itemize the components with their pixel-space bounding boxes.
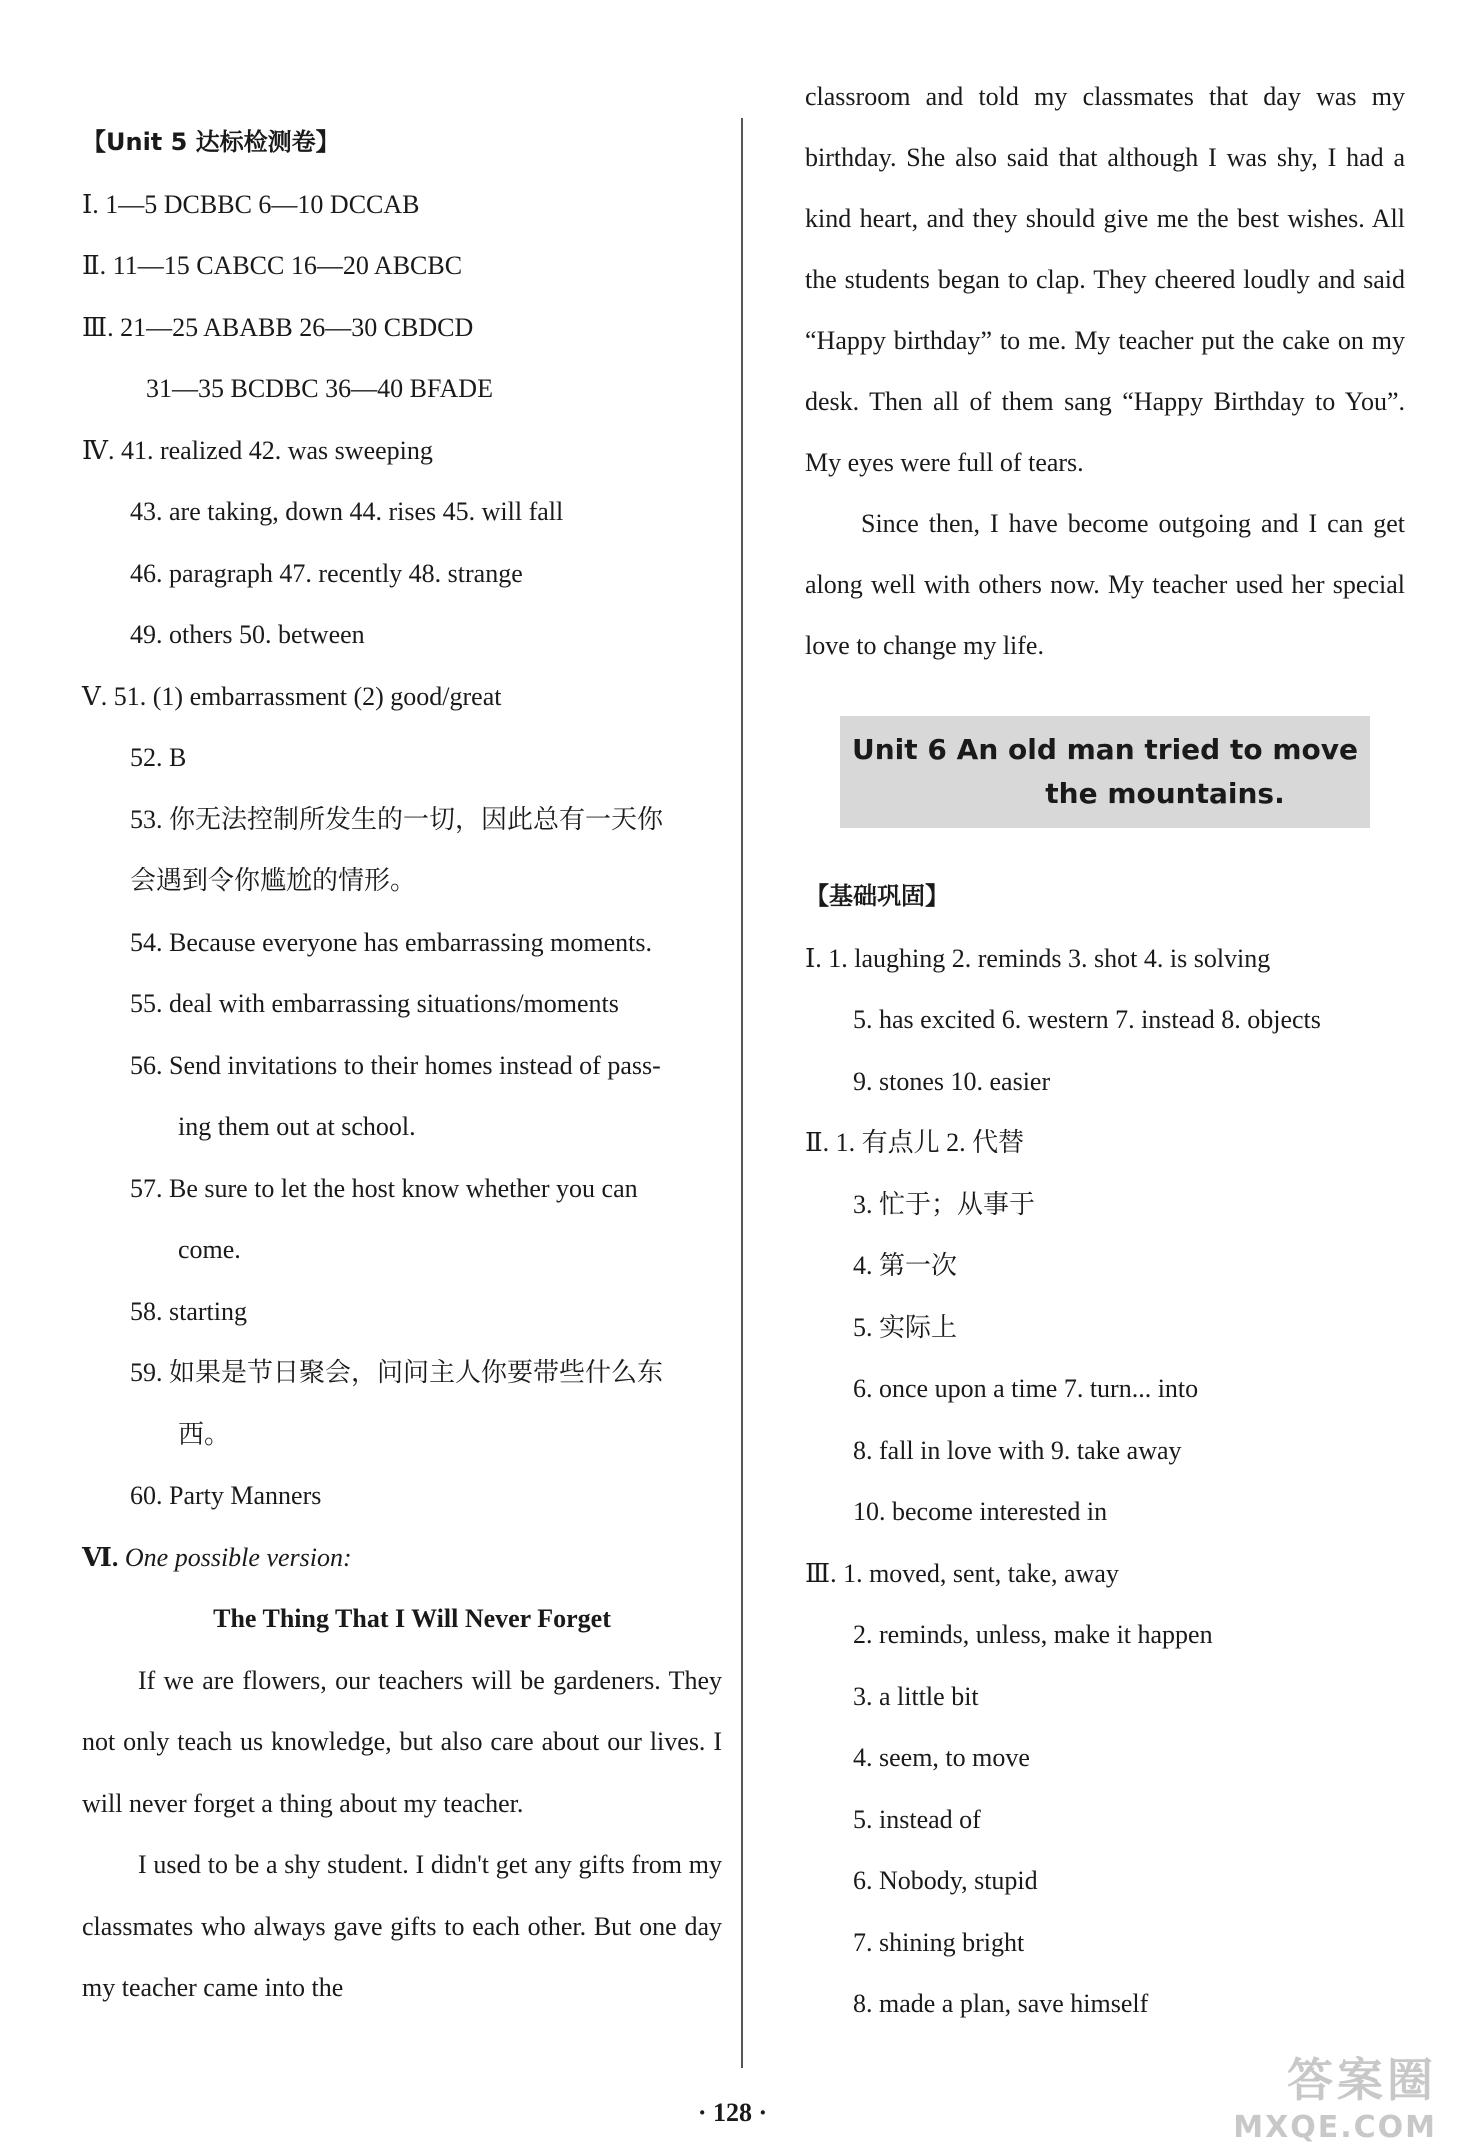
answer-line: 57. Be sure to let the host know whether you can bbox=[130, 1173, 638, 1203]
watermark-text-cn: 答案圈 bbox=[1287, 2053, 1437, 2107]
answer-line: 59. 如果是节日聚会，问问主人你要带些什么东 bbox=[130, 1358, 664, 1387]
answer-line: 58. starting bbox=[130, 1296, 247, 1326]
answer-line: 5. 实际上 bbox=[853, 1312, 958, 1342]
answer-line: 56. Send invitations to their homes instead of pass- bbox=[130, 1050, 661, 1080]
answer-line: Ⅴ. 51. (1) embarrassment (2) good/great bbox=[82, 681, 502, 711]
right-column bbox=[805, 66, 1405, 2035]
answer-line: 3. 忙于；从事于 bbox=[853, 1189, 1036, 1219]
answer-line: Ⅰ. 1—5 DCBBC 6—10 DCCAB bbox=[82, 189, 420, 219]
answer-line: 7. shining bright bbox=[853, 1927, 1025, 1957]
answer-line: 5. has excited 6. western 7. instead 8. objects bbox=[853, 1005, 1321, 1034]
essay-label bbox=[82, 1527, 722, 1589]
answer-line: Ⅱ. 11—15 CABCC 16—20 ABCBC bbox=[82, 251, 463, 280]
answer-line: 3. a little bit bbox=[853, 1681, 979, 1711]
essay-label-text: One possible version: bbox=[124, 1542, 352, 1572]
answer-line: 4. seem, to move bbox=[853, 1743, 1030, 1772]
section-title-basics: 【基础巩固】 bbox=[805, 882, 949, 910]
answer-line: 43. are taking, down 44. rises 45. will fall bbox=[130, 497, 564, 526]
answer-line: 6. Nobody, stupid bbox=[853, 1866, 1038, 1895]
answer-line: Ⅰ. 1. laughing 2. reminds 3. shot 4. is solving bbox=[805, 943, 1271, 973]
answer-line: 西。 bbox=[178, 1419, 231, 1449]
answer-line: Ⅲ. 21—25 ABABB 26—30 CBDCD bbox=[82, 312, 474, 342]
answer-line: 4. 第一次 bbox=[853, 1251, 958, 1280]
section-title-unit5: 【Unit 5 达标检测卷】 bbox=[82, 128, 340, 156]
essay-paragraph-1: If we are flowers, our teachers will be gardeners. They not only teach us knowledge, but also care about our lives. I will never forget a thing about my teacher. bbox=[82, 1665, 722, 1818]
essay-label-number: Ⅵ. bbox=[82, 1542, 119, 1572]
answer-line: 54. Because everyone has embarrassing moments. bbox=[130, 927, 653, 957]
answer-line: 52. B bbox=[130, 743, 187, 772]
answer-line: Ⅱ. 1. 有点儿 2. 代替 bbox=[805, 1128, 1025, 1157]
answer-line: 8. fall in love with 9. take away bbox=[853, 1435, 1182, 1465]
answer-line: 46. paragraph 47. recently 48. strange bbox=[130, 558, 523, 588]
page-number: · 128 · bbox=[697, 2098, 768, 2127]
answer-line: 10. become interested in bbox=[853, 1497, 1108, 1526]
essay-title: The Thing That I Will Never Forget bbox=[213, 1604, 611, 1633]
essay-paragraph-2-continued: classroom and told my classmates that day was my birthday. She also said that although I was shy, I had a kind heart, and they should give me the best wishes. All the students began to clap. They cheered loudly and said “Happy birthday” to me. My teacher put the cake on my desk. Then all of them sang “Happy Birthday to You”. My eyes were full of tears. bbox=[805, 82, 1405, 477]
answer-line: ing them out at school. bbox=[178, 1112, 416, 1141]
answer-line: 8. made a plan, save himself bbox=[853, 1989, 1149, 2018]
answer-line: 53. 你无法控制所发生的一切，因此总有一天你 bbox=[130, 804, 664, 834]
answer-line: Ⅳ. 41. realized 42. was sweeping bbox=[82, 435, 433, 465]
answer-line: 5. instead of bbox=[853, 1804, 981, 1834]
answer-list-unit5 bbox=[82, 174, 722, 1527]
answer-line: 60. Party Manners bbox=[130, 1481, 322, 1510]
essay-paragraph-2: I used to be a shy student. I didn't get any gifts from my classmates who always gave gifts to each other. But one day my teacher came into the bbox=[82, 1850, 722, 2002]
column-divider bbox=[741, 118, 743, 2068]
answer-line: 49. others 50. between bbox=[130, 620, 365, 649]
answer-line: 2. reminds, unless, make it happen bbox=[853, 1620, 1213, 1649]
unit6-title-line2: the mountains. bbox=[1045, 777, 1285, 810]
answer-line: 9. stones 10. easier bbox=[853, 1066, 1051, 1096]
answer-line: 会遇到令你尴尬的情形。 bbox=[130, 866, 417, 895]
answer-line: 55. deal with embarrassing situations/moments bbox=[130, 989, 619, 1018]
watermark-text-url: MXQE.COM bbox=[1233, 2110, 1437, 2145]
answer-list-unit6 bbox=[805, 928, 1405, 2035]
unit6-title-banner bbox=[840, 716, 1370, 828]
answer-line: Ⅲ. 1. moved, sent, take, away bbox=[805, 1558, 1119, 1588]
watermark-logo bbox=[1233, 2044, 1437, 2145]
essay-paragraph-3: Since then, I have become outgoing and I can get along well with others now. My teacher used her special love to change my life. bbox=[805, 509, 1405, 660]
left-column bbox=[82, 112, 722, 2019]
answer-line: 6. once upon a time 7. turn... into bbox=[853, 1374, 1199, 1403]
answer-line: 31—35 BCDBC 36—40 BFADE bbox=[146, 374, 493, 403]
unit6-title-line1: Unit 6 An old man tried to move bbox=[852, 733, 1358, 766]
answer-line: come. bbox=[178, 1235, 241, 1264]
